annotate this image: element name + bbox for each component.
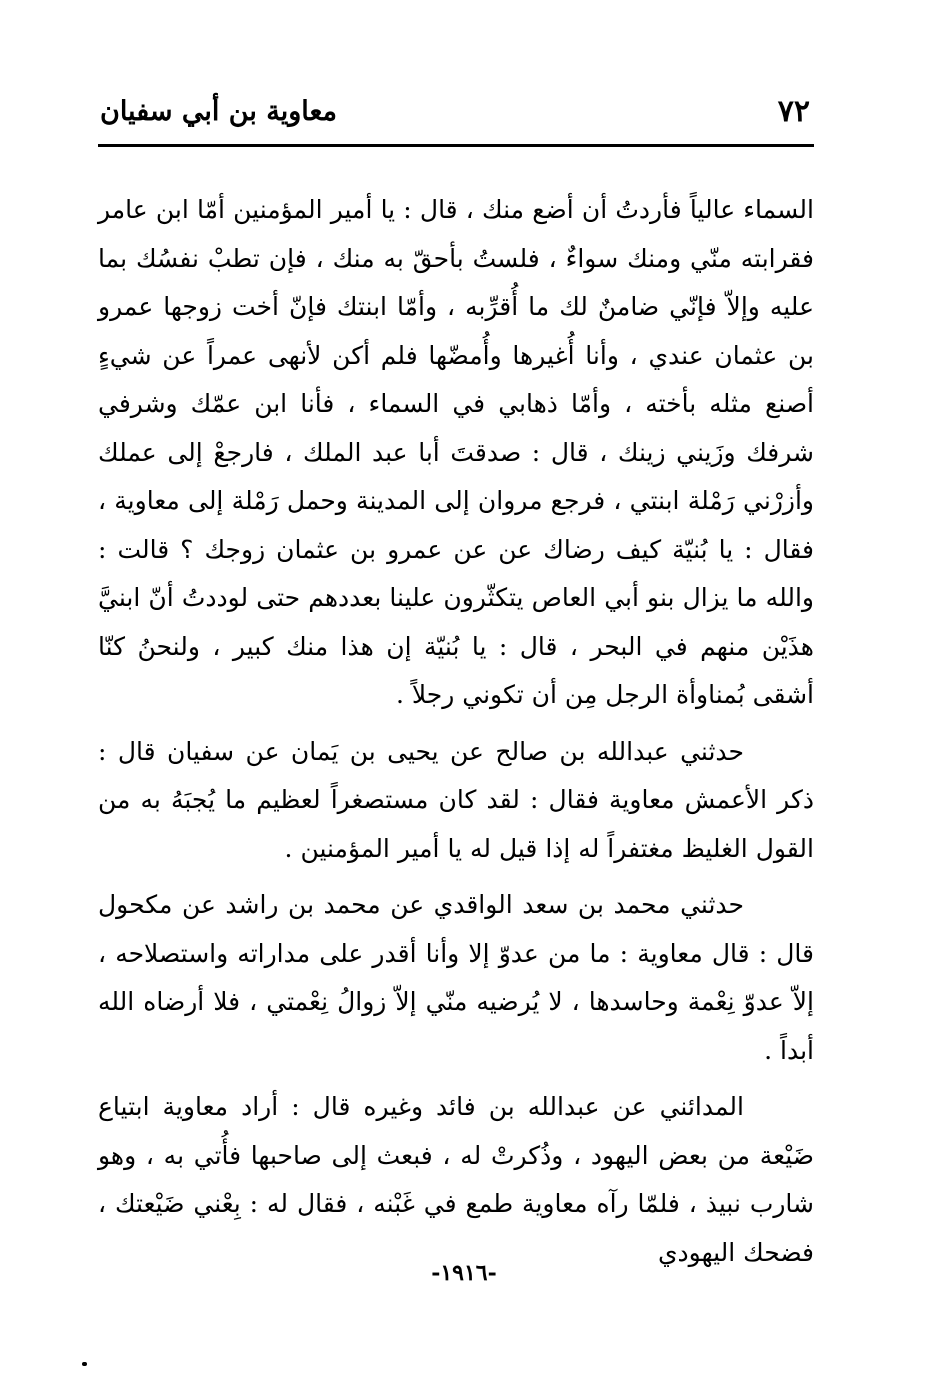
running-header [98,88,814,147]
page-number: ٧٢ [777,94,810,129]
paragraph-2: حدثني عبدالله بن صالح عن يحيى بن يَمان عن سفيان قال : ذكر الأعمش معاوية فقال : لقد كان مستصغراً لعظيم ما يُجبَهُ به من القول الغليظ مغتفراً له إذا قيل له يا أمير المؤمنين . [98,736,814,863]
header-title: معاوية بن أبي سفيان [100,96,338,127]
paragraph-4: المدائني عن عبدالله بن فائد وغيره قال : أراد معاوية ابتياع ضَيْعة من بعض اليهود ، وذُكرتْ له ، فبعث إلى صاحبها فأُتي به ، وهو شارب نبيذ ، فلمّا رآه معاوية طمع في غَبْنه ، فقال له : بِعْني ضَيْعتك ، فضحك اليهودي [98,1092,814,1267]
paragraph-1: السماء عالياً فأردتُ أن أضع منك ، قال : يا أمير المؤمنين أمّا ابن عامر فقرابته منّي ومنك سواءٌ ، فلستُ بأحقّ به منك ، فإن تطبْ نفسُك بما عليه وإلاّ فإنّي ضامنٌ لك ما أُقرِّبه ، وأمّا ابنتك فإنّ أخت زوجها عمرو بن عثمان عندي ، وأنا أُغيرها وأُمضّها فلم أكن لأنهى عمراً عن شيءٍ أصنع مثله بأخته ، وأمّا ذهابي في السماء ، فأنا ابن عمّك وشرفي شرفك وزَيني زينك ، قال : صدقتَ أبا عبد الملك ، فارجعْ إلى عملك وأزرْني رَمْلة ابنتي ، فرجع مروان إلى المدينة وحمل رَمْلة إلى معاوية ، فقال : يا بُنيّة كيف رضاك عن عن عمرو بن عثمان زوجك ؟ قالت : والله ما يزال بنو أبي العاص يتكثّرون علينا بعددهم حتى لوددتُ أنّ ابنيَّ هذَيْن منهم في البحر ، قال : يا بُنيّة إن هذا منك كبير ، ولنحنُ كنّا أشقى بُمناوأة الرجل مِن أن تكوني رجلاً . [98,195,814,709]
paragraph-3: حدثني محمد بن سعد الواقدي عن محمد بن راشد عن مكحول قال : قال معاوية : ما من عدوّ إلا وأنا أقدر على مداراته واستصلاحه ، إلاّ عدوّ نِعْمة وحاسدها ، لا يُرضيه منّي إلاّ زوالُ نِعْمتي ، فلا أرضاه الله أبداً . [98,890,814,1065]
folio-number: -١٩١٦- [431,1260,497,1286]
scan-speck [82,1362,87,1366]
body-text [98,186,814,1277]
